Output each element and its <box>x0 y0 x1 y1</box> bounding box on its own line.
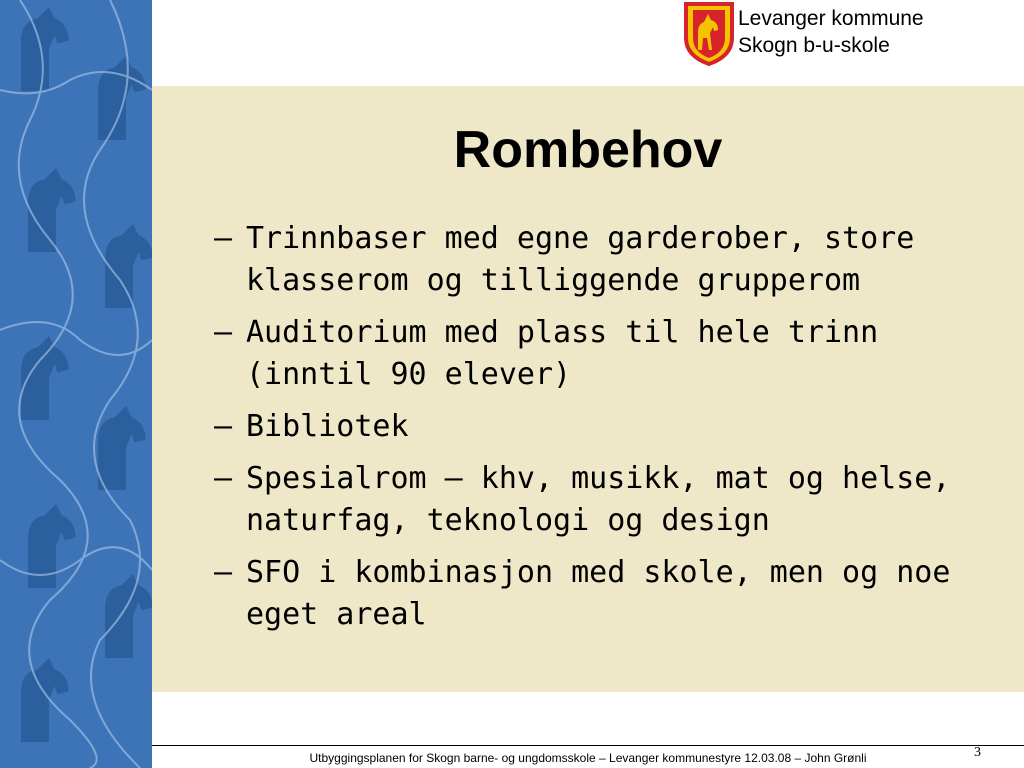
bullet-text: SFO i kombinasjon med skole, men og noe eget areal <box>246 555 951 632</box>
bullet-text: Trinnbaser med egne garderober, store klasserom og tilliggende grupperom <box>246 221 915 298</box>
bullet-dash: – <box>214 221 233 256</box>
page-number: 3 <box>974 745 981 760</box>
bullet-item-auditorium <box>214 312 1004 396</box>
bullet-text: Spesialrom – khv, musikk, mat og helse, naturfag, teknologi og design <box>246 461 951 538</box>
school-name: Skogn b-u-skole <box>738 34 890 57</box>
footer-text: Utbyggingsplanen for Skogn barne- og ungdomsskole – Levanger kommunestyre 12.03.08 – John Grønli <box>309 751 867 765</box>
slide-title: Rombehov <box>453 121 723 179</box>
bullet-dash: – <box>214 555 233 590</box>
bullet-dash: – <box>214 315 233 350</box>
horse-coat-of-arms-icon <box>684 2 734 66</box>
horse-pattern-icon <box>0 0 152 768</box>
bullet-text: Auditorium med plass til hele trinn (inntil 90 elever) <box>246 315 879 392</box>
bullet-text: Bibliotek <box>246 409 409 444</box>
organization-header <box>738 5 924 59</box>
footer-divider <box>152 745 1024 746</box>
bullet-dash: – <box>214 409 233 444</box>
org-name: Levanger kommune <box>738 7 924 30</box>
bullet-list <box>214 218 1004 646</box>
bullet-dash: – <box>214 461 233 496</box>
bullet-item-spesialrom <box>214 458 1004 542</box>
decorative-side-panel <box>0 0 152 768</box>
bullet-item-trinnbaser <box>214 218 1004 302</box>
bullet-item-bibliotek <box>214 406 1004 448</box>
bullet-item-sfo <box>214 552 1004 636</box>
